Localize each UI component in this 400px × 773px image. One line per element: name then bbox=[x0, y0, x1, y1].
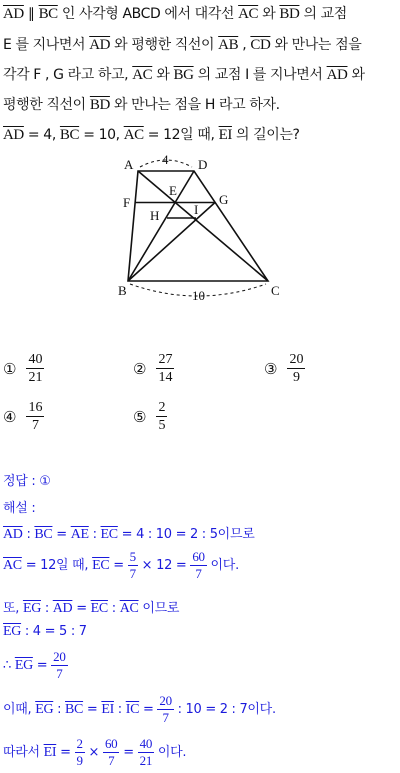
solution-step-6: 이때, $\overline{EG}$ : $\overline{BC} = \overline{EI}$ : $\overline{IC}$ = $\frac{20}{7}$ : 10 = 2 : 7이다. bbox=[3, 693, 276, 725]
segment-ei: $\overline{EI}$ bbox=[218, 127, 232, 143]
label-g: G bbox=[219, 192, 229, 207]
label-h: H bbox=[150, 208, 160, 223]
label-i: I bbox=[194, 202, 199, 217]
fraction-20-7: $\frac{20}{7}$ bbox=[159, 693, 172, 725]
problem-line-1: $\overline{AD}$ ∥ $\overline{BC}$ 인 사각형 ABCD 에서 대각선 $\overline{AC}$ 와 $\overline{BD}$ 의 교점 bbox=[3, 6, 347, 22]
fraction-40-21: $\frac{40}{21}$ bbox=[139, 736, 153, 768]
diagonal-ac bbox=[138, 171, 268, 281]
segment-bc: $\overline{BC}$ bbox=[59, 127, 80, 143]
choice-5-fraction: $\frac{2}{5}$ bbox=[158, 400, 166, 433]
label-a: A bbox=[124, 157, 134, 172]
segment-cd: $\overline{CD}$ bbox=[250, 37, 271, 53]
choice-2-fraction: $\frac{27}{14}$ bbox=[158, 352, 173, 385]
segment-bd: $\overline{BD}$ bbox=[279, 6, 300, 22]
segment-ab: $\overline{AB}$ bbox=[218, 37, 239, 53]
choice-1-mark: ① bbox=[3, 359, 17, 378]
segment-ac: $\overline{AC}$ bbox=[123, 127, 144, 143]
segment-ad: $\overline{AD}$ bbox=[3, 127, 24, 143]
trapezoid-outline bbox=[128, 171, 268, 281]
label-b: B bbox=[118, 283, 127, 298]
problem-line-4: 평행한 직선이 $\overline{BD}$ 와 만나는 점을 H 라고 하자. bbox=[3, 97, 280, 113]
choice-3-mark: ③ bbox=[264, 359, 278, 378]
label-bottom-length: 10 bbox=[192, 288, 205, 303]
choice-5[interactable] bbox=[133, 400, 167, 433]
label-top-length: 4 bbox=[162, 152, 169, 167]
choice-3-fraction: $\frac{20}{9}$ bbox=[289, 352, 304, 385]
diagonal-bd bbox=[128, 171, 194, 281]
problem-line-2: E 를 지나면서 $\overline{AD}$ 와 평행한 직선이 $\overline{AB}$ , $\overline{CD}$ 와 만나는 점을 bbox=[3, 37, 362, 53]
fraction-5-7: $\frac{5}{7}$ bbox=[129, 549, 136, 581]
segment-bd: $\overline{BD}$ bbox=[89, 97, 110, 113]
segment-ad: $\overline{AD}$ bbox=[89, 37, 111, 53]
segment-ad: $\overline{AD}$ bbox=[3, 6, 24, 22]
answer-line: 정답 : ① bbox=[3, 474, 51, 489]
segment-bg: $\overline{BG}$ bbox=[173, 67, 194, 83]
label-f: F bbox=[123, 195, 131, 210]
segment-ad: $\overline{AD}$ bbox=[326, 67, 348, 83]
choice-2-mark: ② bbox=[133, 359, 147, 378]
solution-step-3: 또, $\overline{EG}$ : $\overline{AD} = \overline{EC}$ : $\overline{AC}$ 이므로 bbox=[3, 601, 180, 616]
choice-2[interactable] bbox=[133, 352, 174, 385]
problem-line-5: $\overline{AD} = 4$, $\overline{BC} = 10$, $\overline{AC} = 12$일 때, $\overline{EI}$ 의 길이는? bbox=[3, 127, 300, 143]
trapezoid-figure bbox=[0, 150, 400, 320]
choice-3[interactable] bbox=[264, 352, 305, 385]
segment-ac: $\overline{AC}$ bbox=[132, 67, 153, 83]
fraction-60-7: $\frac{60}{7}$ bbox=[104, 736, 118, 768]
problem-line-3: 각각 F , G 라고 하고, $\overline{AC}$ 와 $\overline{BG}$ 의 교점 I 를 지나면서 $\overline{AD}$ 와 bbox=[3, 67, 365, 83]
label-d: D bbox=[198, 157, 208, 172]
solution-step-2: $\overline{AC} = 12$일 때, $\overline{EC}$ = $\frac{5}{7}$ × 12 = $\frac{60}{7}$ 이다. bbox=[3, 549, 239, 581]
choice-1[interactable] bbox=[3, 352, 44, 385]
label-e: E bbox=[169, 183, 177, 198]
segment-ac: $\overline{AC}$ bbox=[238, 6, 259, 22]
solution-step-5: ∴ $\overline{EG}$ = $\frac{20}{7}$ bbox=[3, 649, 66, 681]
label-c: C bbox=[271, 283, 280, 298]
segment-bg-line bbox=[128, 203, 215, 282]
explanation-heading: 해설 : bbox=[3, 501, 36, 516]
choice-4-fraction: $\frac{16}{7}$ bbox=[28, 400, 43, 433]
segment-bc: $\overline{BC}$ bbox=[38, 6, 58, 22]
fraction-20-7: $\frac{20}{7}$ bbox=[53, 649, 66, 681]
choice-4[interactable] bbox=[3, 400, 44, 433]
solution-step-7: 따라서 $\overline{EI}$ = $\frac{2}{9}$ × $\frac{60}{7}$ = $\frac{40}{21}$ 이다. bbox=[3, 736, 187, 768]
fraction-2-9: $\frac{2}{9}$ bbox=[76, 736, 83, 768]
solution-step-1: $\overline{AD}$ : $\overline{BC} = \overline{AE}$ : $\overline{EC} = 4$ : 10 = 2 : 5이므로 bbox=[3, 527, 255, 542]
fraction-60-7: $\frac{60}{7}$ bbox=[192, 549, 205, 581]
solution-step-4: $\overline{EG}$ : 4 = 5 : 7 bbox=[3, 624, 87, 639]
choice-1-fraction: $\frac{40}{21}$ bbox=[28, 352, 43, 385]
choice-5-mark: ⑤ bbox=[133, 407, 147, 426]
choice-4-mark: ④ bbox=[3, 407, 17, 426]
